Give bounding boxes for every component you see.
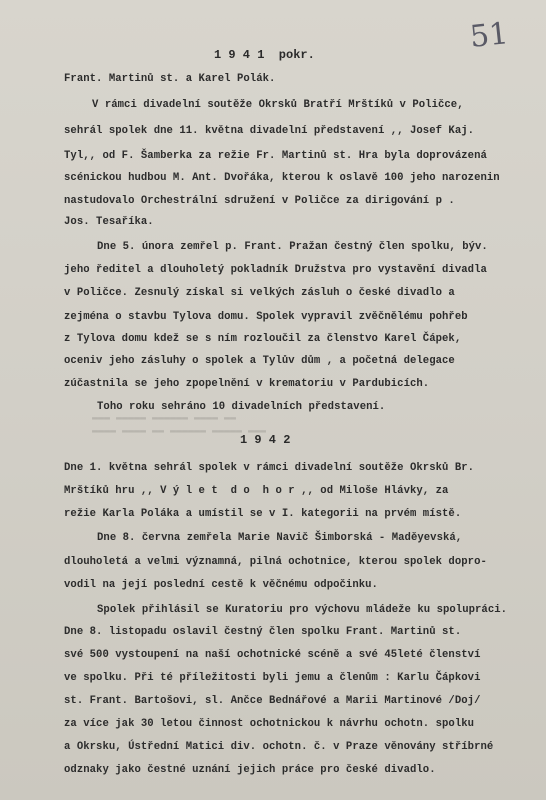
heading-1941: 1 9 4 1 pokr. [214, 48, 315, 62]
heading-1942: 1 9 4 2 [240, 433, 291, 447]
text-line: st. Frant. Bartošovi, sl. Ančce Bednářové a Marii Martinové /Doj/ [64, 695, 481, 707]
text-line: a Okrsku, Ústřední Matici div. ochotn. č. v Praze věnovány stříbrné [64, 741, 494, 753]
text-line: vodil na její poslední cestě k věčnému odpočinku. [64, 579, 378, 591]
text-line: zúčastnila se jeho zpopelnění v krematoriu v Pardubicích. [64, 378, 430, 390]
text-line: své 500 vystoupení na naší ochotnické scéně a své 45leté členství [64, 649, 481, 661]
text-line: jeho ředitel a dlouholetý pokladník Družstva pro vystavění divadla [64, 264, 487, 276]
text-line: z Tylova domu kdež se s ním rozloučil za členstvo Karel Čápek, [64, 333, 462, 345]
text-line: scénickou hudbou M. Ant. Dvořáka, kterou k oslavě 100 jeho narozenin [64, 172, 500, 184]
text-line: Frant. Martinů st. a Karel Polák. [64, 73, 276, 85]
text-line: odznaky jako čestné uznání jejich práce pro české divadlo. [64, 764, 436, 776]
text-line: Spolek přihlásil se Kuratoriu pro výchovu mládeže ku spolupráci. [97, 604, 508, 616]
text-line: Jos. Tesaříka. [64, 216, 154, 228]
text-line: Mrštíků hru ,, V ý l e t d o h o r ,, od Miloše Hlávky, za [64, 485, 449, 497]
text-line: ve spolku. Při té příležitosti byli jemu a členům : Karlu Čápkovi [64, 672, 481, 684]
text-line: zejména o stavbu Tylova domu. Spolek vypravil zvěčnělému pohřeb [64, 311, 468, 323]
text-line: režie Karla Poláka a umístil se v I. kategorii na prvém místě. [64, 508, 462, 520]
text-line: dlouholetá a velmi významná, pilná ochotnice, kterou spolek dopro- [64, 556, 487, 568]
text-line: Dne 8. června zemřela Marie Navič Šimborská - Maděyevská, [97, 532, 463, 544]
text-line: Toho roku sehráno 10 divadelních představení. [97, 401, 386, 413]
text-line: Dne 5. února zemřel p. Frant. Pražan čestný člen spolku, býv. [97, 241, 488, 253]
text-line: oceniv jeho zásluhy o spolek a Tylův dům , a početná delegace [64, 355, 455, 367]
text-line: nastudovalo Orchestrální sdružení v Poličce za dirigování p . [64, 195, 455, 207]
show-through-text: ▬▬▬ ▬▬▬▬▬ ▬▬▬▬▬▬ ▬▬▬▬ ▬▬ ▬▬▬▬ ▬▬▬▬ ▬▬ ▬▬▬▬▬▬ ▬▬▬▬▬ ▬▬▬ [92, 413, 267, 437]
text-line: Dne 1. května sehrál spolek v rámci divadelní soutěže Okrsků Br. [64, 462, 475, 474]
text-line: Dne 8. listopadu oslavil čestný člen spolku Frant. Martinů st. [64, 626, 462, 638]
text-line: V rámci divadelní soutěže Okrsků Bratří Mrštíků v Poličce, [92, 99, 464, 111]
page-number: 51 [468, 16, 510, 55]
text-line: za více jak 30 letou činnost ochotnickou k návrhu ochotn. spolku [64, 718, 475, 730]
text-line: Tyl,, od F. Šamberka za režie Fr. Martinů st. Hra byla doprovázená [64, 150, 487, 162]
text-line: v Poličce. Zesnulý získal si velkých zásluh o české divadlo a [64, 287, 455, 299]
text-line: sehrál spolek dne 11. května divadelní představení ,, Josef Kaj. [64, 125, 475, 137]
